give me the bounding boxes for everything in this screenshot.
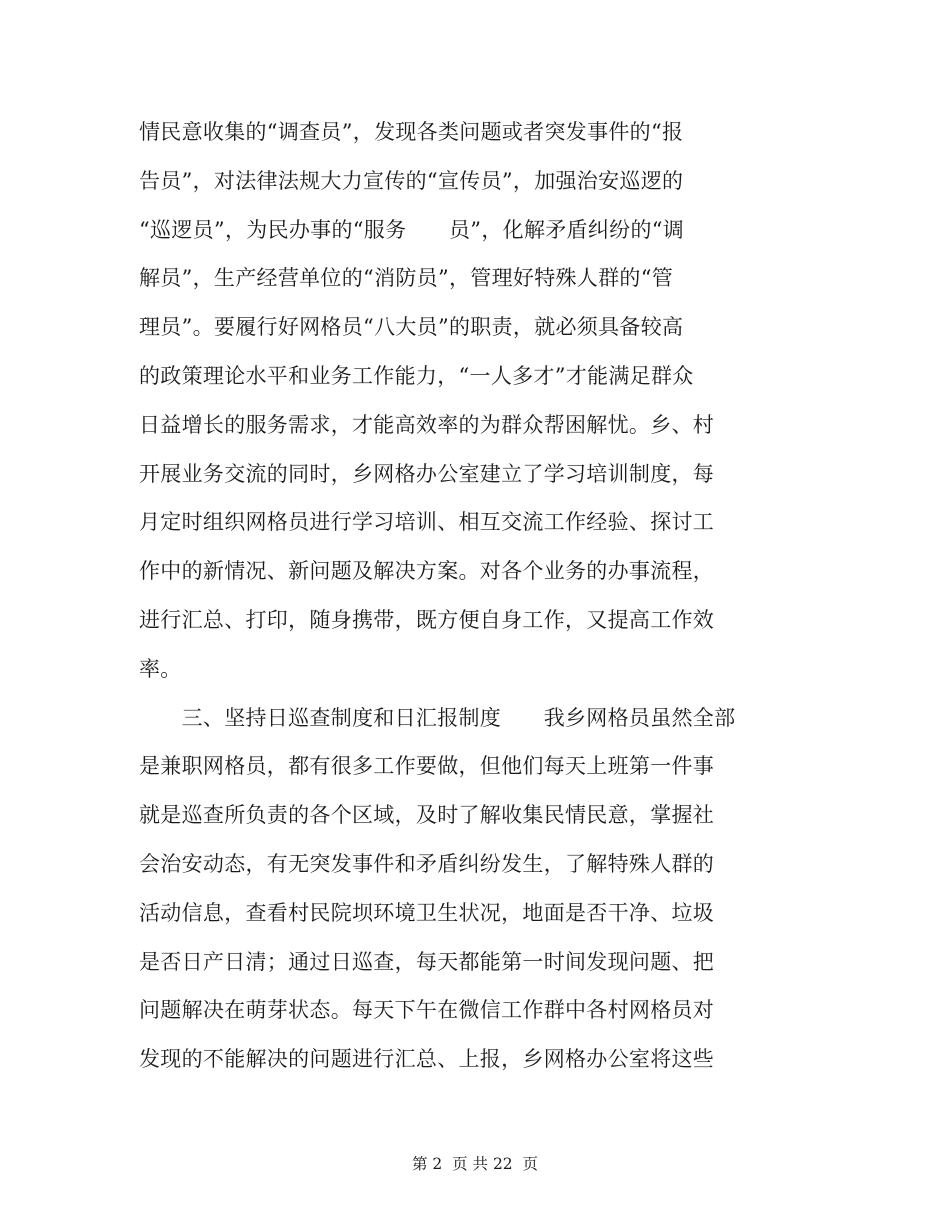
text-line: 是兼职网格员，都有很多工作要做，但他们每天上班第一件事 [139, 754, 715, 779]
text-line: 作中的新情况、新问题及解决方案。对各个业务的办事流程， [139, 559, 715, 584]
text-line: 就是巡查所负责的各个区域，及时了解收集民情民意，掌握社 [139, 803, 715, 828]
section-heading-line: 三、坚持日巡查制度和日汇报制度 我乡网格员虽然全部 [139, 705, 736, 730]
text-line: 率。 [139, 656, 182, 681]
text-line: 理员”。要履行好网格员“八大员”的职责，就必须具备较高 [139, 315, 684, 340]
text-line: 月定时组织网格员进行学习培训、相互交流工作经验、探讨工 [139, 510, 715, 535]
text-line: 开展业务交流的同时，乡网格办公室建立了学习培训制度，每 [139, 461, 715, 486]
text-line: 问题解决在萌芽状态。每天下午在微信工作群中各村网格员对 [139, 998, 715, 1023]
text-line: 活动信息，查看村民院坝环境卫生状况，地面是否干净、垃圾 [139, 900, 715, 925]
page-number-footer: 第 2 页 共 22 页 [411, 1155, 539, 1173]
text-line: 进行汇总、打印，随身携带，既方便自身工作，又提高工作效 [139, 607, 715, 632]
text-line: “巡逻员”，为民办事的“服务 员”，化解矛盾纠纷的“调 [139, 217, 685, 242]
text-line: 的政策理论水平和业务工作能力，“一人多才”才能满足群众 [139, 363, 694, 388]
text-line: 情民意收集的“调查员”，发现各类问题或者突发事件的“报 [139, 120, 684, 144]
text-line: 是否日产日清；通过日巡查，每天都能第一时间发现问题、把 [139, 949, 715, 974]
text-line: 解员”，生产经营单位的“消防员”，管理好特殊人群的“管 [139, 266, 674, 291]
text-line: 告员”，对法律法规大力宣传的“宣传员”，加强治安巡逻的 [139, 168, 684, 193]
text-line: 会治安动态，有无突发事件和矛盾纠纷发生，了解特殊人群的 [139, 851, 715, 876]
text-line: 日益增长的服务需求，才能高效率的为群众帮困解忧。乡、村 [139, 412, 715, 437]
body-text [139, 108, 799, 1084]
text-line: 发现的不能解决的问题进行汇总、上报，乡网格办公室将这些 [139, 1047, 715, 1072]
